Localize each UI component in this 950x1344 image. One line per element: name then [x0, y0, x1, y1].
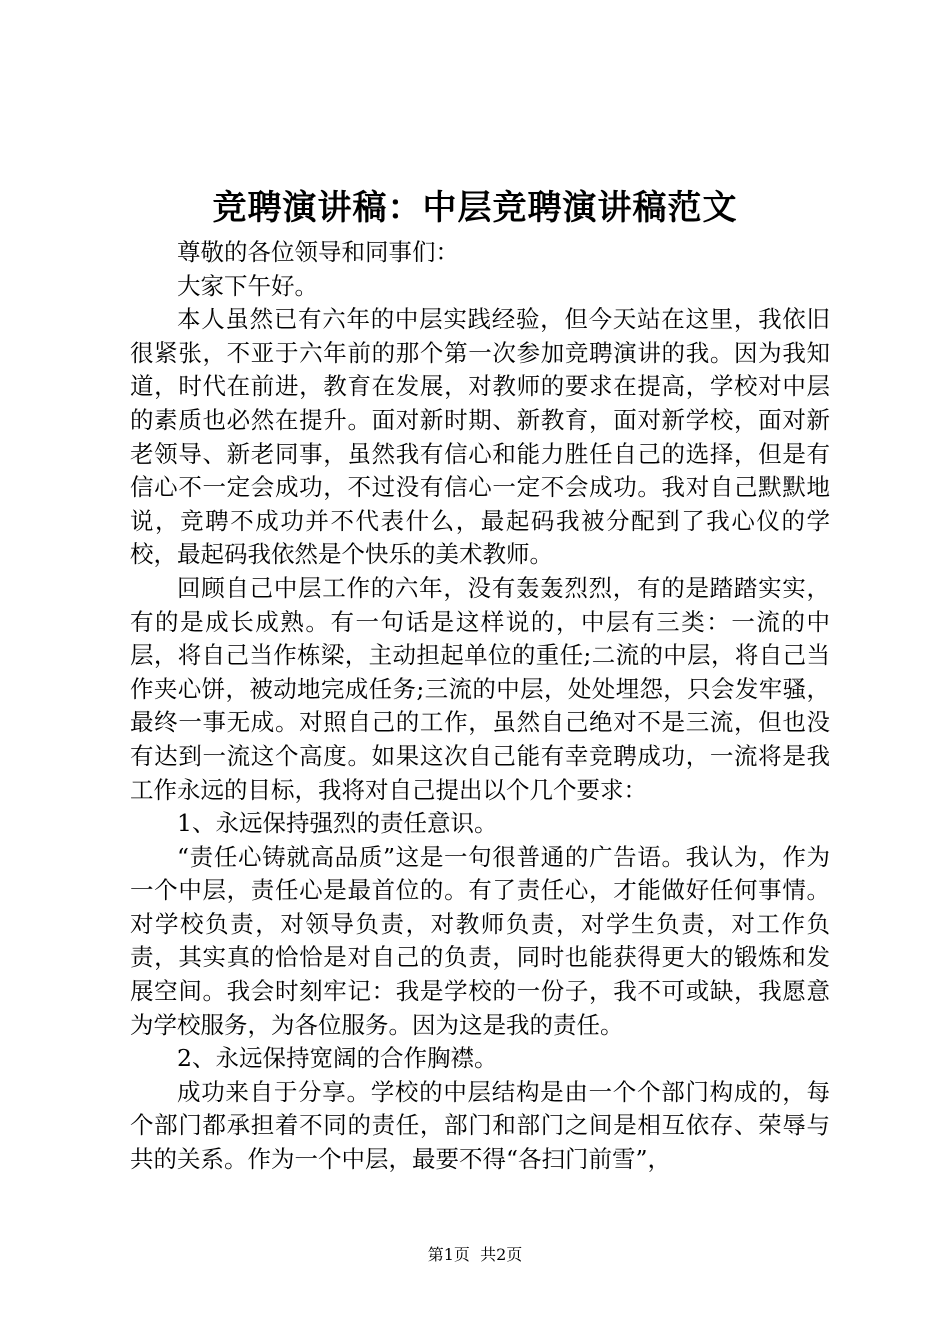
body-paragraph: 本人虽然已有六年的中层实践经验，但今天站在这里，我依旧很紧张，不亚于六年前的那个第一次参加竞聘演讲的我。因为我知道，时代在前进，教育在发展，对教师的要求在提高，学校对中层的素质也必然在提升。面对新时期、新教育，面对新学校，面对新老领导、新老同事，虽然我有信心和能力胜任自己的选择，但是有信心不一定会成功，不过没有信心一定不会成功。我对自己默默地说，竞聘不成功并不代表什么，最起码我被分配到了我心仪的学校，最起码我依然是个快乐的美术教师。	[130, 305, 830, 569]
document-title: 竞聘演讲稿：中层竞聘演讲稿范文	[212, 188, 738, 228]
greeting-paragraph: 大家下午好。	[177, 271, 318, 300]
document-body	[130, 236, 830, 1177]
body-paragraph: 成功来自于分享。学校的中层结构是由一个个部门构成的，每个部门都承担着不同的责任，部门和部门之间是相互依存、荣辱与共的关系。作为一个中层，最要不得“各扫门前雪”，	[130, 1077, 830, 1174]
page-footer	[0, 1243, 950, 1267]
section-heading: 2、永远保持宽阔的合作胸襟。	[177, 1044, 498, 1073]
salutation-paragraph: 尊敬的各位领导和同事们：	[177, 238, 459, 266]
body-paragraph: “责任心铸就高品质”这是一句很普通的广告语。我认为，作为一个中层，责任心是最首位的。有了责任心，才能做好任何事情。对学校负责，对领导负责，对教师负责，对学生负责，对工作负责，其实真的恰恰是对自己的负责，同时也能获得更大的锻炼和发展空间。我会时刻牢记：我是学校的一份子，我不可或缺，我愿意为学校服务，为各位服务。因为这是我的责任。	[130, 842, 830, 1039]
page-number-label: 第1页 共2页	[427, 1245, 523, 1264]
body-paragraph: 回顾自己中层工作的六年，没有轰轰烈烈，有的是踏踏实实，有的是成长成熟。有一句话是这样说的，中层有三类：一流的中层，将自己当作栋梁，主动担起单位的重任;二流的中层，将自己当作夹心饼，被动地完成任务;三流的中层，处处埋怨，只会发牢骚，最终一事无成。对照自己的工作，虽然自己绝对不是三流，但也没有达到一流这个高度。如果这次自己能有幸竞聘成功，一流将是我工作永远的目标，我将对自己提出以个几个要求：	[130, 573, 830, 804]
section-heading: 1、永远保持强烈的责任意识。	[177, 809, 498, 838]
